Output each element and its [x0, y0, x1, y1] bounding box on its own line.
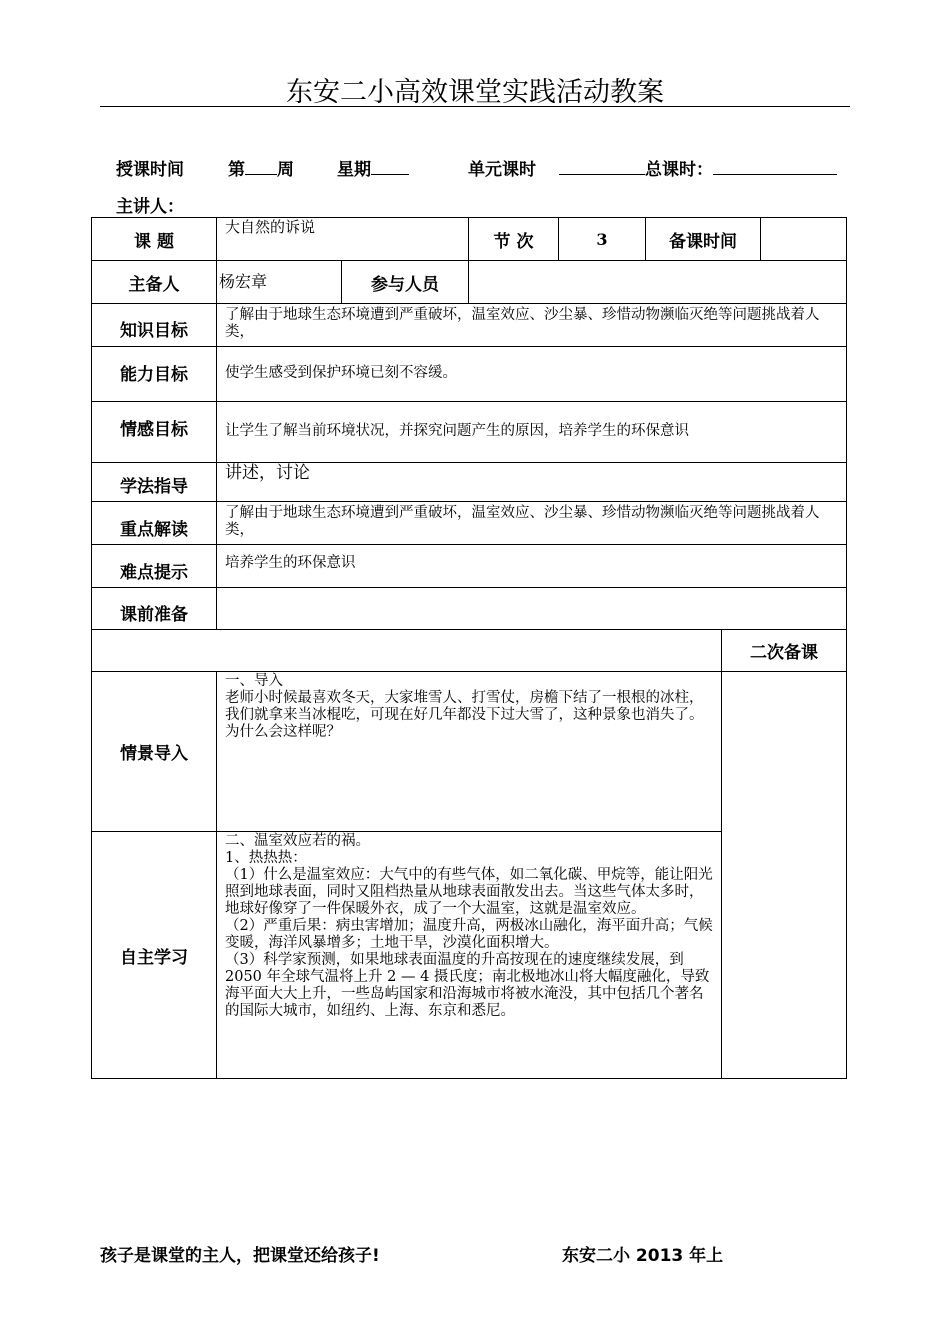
self-study-value: 二、温室效应若的祸。 1、热热热： （1）什么是温室效应：大气中的有些气体，如二氧化碳、甲烷等，能让阳光照到地球表面，同时又阻档热量从地球表面散发出去。当这些气体太多时，地球好像穿了一件保暖外衣，成了一个大温室，这就是温室效应。 （2）严重后果：病虫害增加；温度升高，两极冰山融化，海平面升高；气候变暖，海洋风暴增多；土地干旱，沙漠化面积增大。 （3）科学家预测，如果地球表面温度的升高按现在的速度继续发展，到 2050 年全球气温将上升 2 — 4 摄氏度；南北极地冰山将大幅度融化，导致海平面大大上升，一些岛屿国家和沿海城市将被水淹没，其中包括几个著名的国际大城市，如纽约、上海、东京和悉尼。 [216, 831, 722, 1079]
difficulty-label: 难点提示 [91, 544, 217, 588]
week-field [228, 155, 294, 180]
preclass-prep-label: 课前准备 [91, 587, 217, 630]
session-label: 节 次 [468, 217, 559, 261]
unit-total-field [559, 155, 837, 180]
week-blank [245, 156, 277, 175]
prep-time-value [760, 217, 847, 261]
key-points-label: 重点解读 [91, 501, 217, 545]
prep-time-label: 备课时间 [645, 217, 761, 261]
time-label: 授课时间 [116, 160, 184, 180]
method-guidance-value: 讲述，讨论 [216, 462, 847, 502]
main-preparer-value: 杨宏章 [216, 260, 342, 304]
participants-label: 参与人员 [341, 260, 469, 304]
week-prefix: 第 [228, 160, 245, 180]
topic-value: 大自然的诉说 [216, 217, 469, 261]
ability-goal-label: 能力目标 [91, 346, 217, 402]
session-value: 3 [558, 217, 646, 261]
total-blank [713, 156, 837, 175]
second-prep-blank [91, 629, 722, 672]
topic-label: 课 题 [91, 217, 217, 261]
knowledge-goal-label: 知识目标 [91, 303, 217, 347]
weekday-field [337, 155, 409, 180]
self-study-label: 自主学习 [91, 831, 217, 1079]
unit-blank [559, 156, 645, 175]
second-prep-label: 二次备课 [721, 629, 847, 672]
ability-goal-value: 使学生感受到保护环境已刻不容缓。 [216, 346, 847, 402]
second-prep-area [721, 671, 847, 1079]
total-label: 总课时： [645, 160, 713, 180]
footer-school: 东安二小 2013 年上 [562, 1246, 724, 1266]
weekday-blank [371, 156, 409, 175]
title-underline [100, 106, 850, 107]
participants-value [468, 260, 847, 304]
speaker-label: 主讲人： [116, 197, 184, 217]
method-guidance-label: 学法指导 [91, 462, 217, 502]
weekday-label: 星期 [337, 160, 371, 180]
footer-slogan: 孩子是课堂的主人，把课堂还给孩子! [100, 1246, 380, 1266]
preclass-prep-value [216, 587, 847, 630]
key-points-value: 了解由于地球生态环境遭到严重破坏，温室效应、沙尘暴、珍惜动物濒临灭绝等问题挑战着人类， [216, 501, 847, 545]
week-suffix: 周 [277, 160, 294, 180]
emotion-goal-label: 情感目标 [91, 401, 217, 463]
main-preparer-label: 主备人 [91, 260, 217, 304]
difficulty-value: 培养学生的环保意识 [216, 544, 847, 588]
scene-intro-value: 一、导入 老师小时候最喜欢冬天，大家堆雪人、打雪仗，房檐下结了一根根的冰柱，我们就拿来当冰棍吃，可现在好几年都没下过大雪了，这种景象也消失了。为什么会这样呢？ [216, 671, 722, 832]
scene-intro-label: 情景导入 [91, 671, 217, 832]
unit-label: 单元课时 [468, 160, 536, 180]
knowledge-goal-value: 了解由于地球生态环境遭到严重破坏，温室效应、沙尘暴、珍惜动物濒临灭绝等问题挑战着人类， [216, 303, 847, 347]
emotion-goal-value: 让学生了解当前环境状况，并探究问题产生的原因，培养学生的环保意识 [216, 401, 847, 463]
document-title: 东安二小高效课堂实践活动教案 [286, 77, 664, 108]
